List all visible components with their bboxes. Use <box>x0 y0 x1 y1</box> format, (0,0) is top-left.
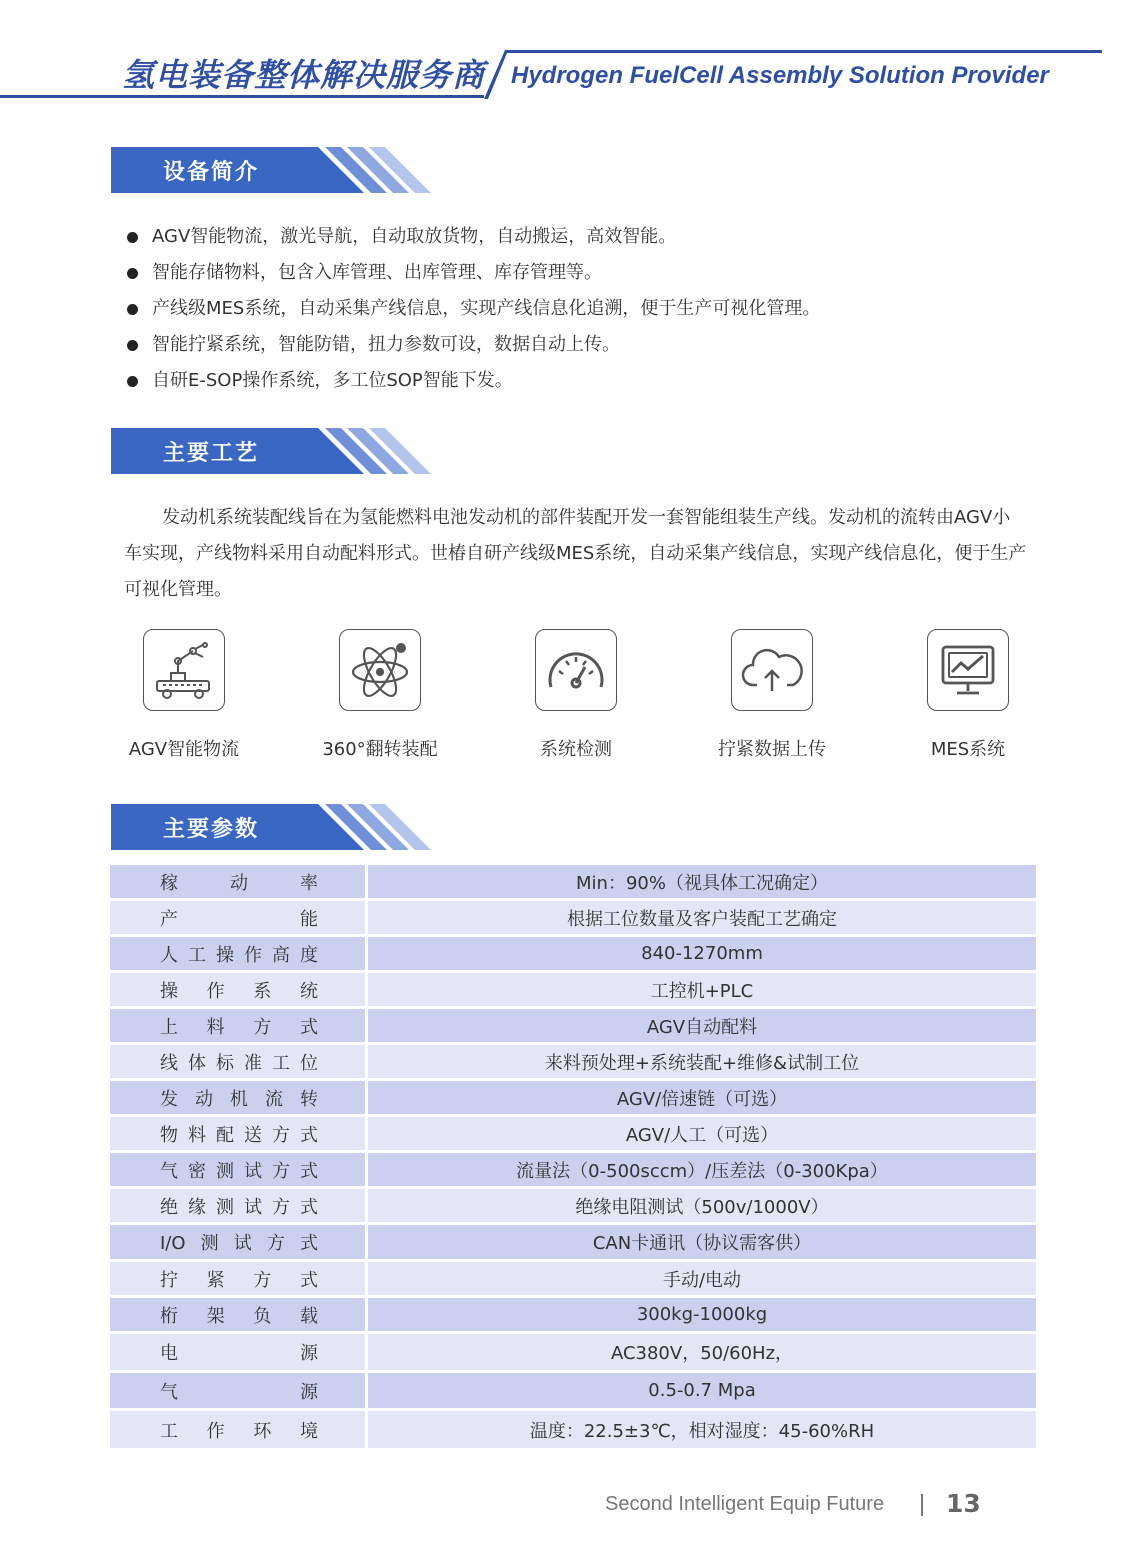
table-row <box>110 1298 1036 1334</box>
bullet-icon <box>127 340 138 351</box>
param-key: 桁架负载 <box>110 1298 368 1334</box>
list-item-text: 自研E-SOP操作系统，多工位SOP智能下发。 <box>152 370 513 391</box>
intro-bullet-list <box>127 222 820 402</box>
list-item-text: 智能存储物料，包含入库管理、出库管理、库存管理等。 <box>152 262 602 283</box>
section-heading-process <box>111 428 431 474</box>
list-item <box>127 222 820 258</box>
param-key: 稼动率 <box>110 865 368 901</box>
agv-robot-icon <box>143 629 225 711</box>
header-title-en: Hydrogen FuelCell Assembly Solution Provider <box>511 62 1049 89</box>
gauge-icon <box>535 629 617 711</box>
cloud-upload-icon <box>731 629 813 711</box>
list-item-text: AGV智能物流，激光导航，自动取放货物，自动搬运，高效智能。 <box>152 226 677 247</box>
feature-agv <box>106 629 262 761</box>
param-value: 流量法（0-500sccm）/压差法（0-300Kpa） <box>368 1153 1036 1189</box>
table-row <box>110 1045 1036 1081</box>
list-item <box>127 366 820 402</box>
table-row <box>110 1153 1036 1189</box>
param-key: 人工操作高度 <box>110 937 368 973</box>
section-title: 设备简介 <box>163 160 260 185</box>
section-heading-bar <box>111 804 431 850</box>
param-value: AGV/人工（可选） <box>368 1117 1036 1153</box>
param-value: 根据工位数量及客户装配工艺确定 <box>368 901 1036 937</box>
param-key: 上料方式 <box>110 1009 368 1045</box>
param-value: CAN卡通讯（协议需客供） <box>368 1225 1036 1262</box>
section-heading-params <box>111 804 431 850</box>
param-value: 0.5-0.7 Mpa <box>368 1373 1036 1411</box>
monitor-chart-icon <box>927 629 1009 711</box>
param-key: 绝缘测试方式 <box>110 1189 368 1225</box>
feature-icon-row <box>106 629 1046 769</box>
param-value: 300kg-1000kg <box>368 1298 1036 1334</box>
param-key: 气源 <box>110 1373 368 1411</box>
param-value: Min：90%（视具体工况确定） <box>368 865 1036 901</box>
table-row <box>110 1117 1036 1153</box>
param-value: 840-1270mm <box>368 937 1036 973</box>
feature-system-test <box>498 629 654 761</box>
table-row <box>110 1081 1036 1117</box>
section-title: 主要工艺 <box>163 441 260 466</box>
table-row <box>110 901 1036 937</box>
page-number: 13 <box>946 1489 981 1518</box>
feature-label: MES系统 <box>930 739 1006 760</box>
list-item <box>127 258 820 294</box>
feature-data-upload <box>694 629 850 761</box>
footer-separator <box>921 1494 923 1516</box>
table-row <box>110 1189 1036 1225</box>
feature-label: 360°翻转装配 <box>322 739 438 760</box>
feature-label: AGV智能物流 <box>128 739 240 760</box>
table-row <box>110 1262 1036 1298</box>
list-item <box>127 294 820 330</box>
table-row <box>110 1411 1036 1451</box>
param-key: 发动机流转 <box>110 1081 368 1117</box>
section-heading-bar <box>111 428 431 474</box>
table-row <box>110 1009 1036 1045</box>
param-value: 绝缘电阻测试（500v/1000V） <box>368 1189 1036 1225</box>
param-value: 来料预处理+系统装配+维修&试制工位 <box>368 1045 1036 1081</box>
param-value: AGV/倍速链（可选） <box>368 1081 1036 1117</box>
bullet-icon <box>127 268 138 279</box>
param-key: I/O测试方式 <box>110 1225 368 1262</box>
table-row <box>110 865 1036 901</box>
feature-label: 系统检测 <box>540 739 612 760</box>
param-value: 温度：22.5±3℃，相对湿度：45-60%RH <box>368 1411 1036 1451</box>
param-key: 拧紧方式 <box>110 1262 368 1298</box>
param-value: 手动/电动 <box>368 1262 1036 1298</box>
param-key: 操作系统 <box>110 973 368 1009</box>
param-value: AC380V，50/60Hz， <box>368 1334 1036 1373</box>
atom-icon <box>339 629 421 711</box>
param-key: 产能 <box>110 901 368 937</box>
param-key: 电源 <box>110 1334 368 1373</box>
bullet-icon <box>127 232 138 243</box>
parameter-table <box>110 865 1036 1451</box>
table-row <box>110 973 1036 1009</box>
param-value: AGV自动配料 <box>368 1009 1036 1045</box>
header-title-cn: 氢电装备整体解决服务商 <box>122 56 486 94</box>
param-key: 线体标准工位 <box>110 1045 368 1081</box>
table-row <box>110 1373 1036 1411</box>
feature-label: 拧紧数据上传 <box>718 739 826 760</box>
param-key: 气密测试方式 <box>110 1153 368 1189</box>
table-row <box>110 1334 1036 1373</box>
feature-flip-assembly <box>302 629 458 761</box>
footer-slogan: Second Intelligent Equip Future <box>605 1493 885 1515</box>
param-key: 物料配送方式 <box>110 1117 368 1153</box>
param-value: 工控机+PLC <box>368 973 1036 1009</box>
table-row <box>110 1225 1036 1262</box>
section-heading-intro <box>111 147 431 193</box>
feature-mes <box>890 629 1046 761</box>
list-item-text: 智能拧紧系统，智能防错，扭力参数可设，数据自动上传。 <box>152 334 620 355</box>
list-item-text: 产线级MES系统，自动采集产线信息，实现产线信息化追溯，便于生产可视化管理。 <box>152 298 821 319</box>
bullet-icon <box>127 376 138 387</box>
bullet-icon <box>127 304 138 315</box>
section-heading-bar <box>111 147 431 193</box>
table-row <box>110 937 1036 973</box>
list-item <box>127 330 820 366</box>
process-description: 发动机系统装配线旨在为氢能燃料电池发动机的部件装配开发一套智能组装生产线。发动机的流转由AGV小车实现，产线物料采用自动配料形式。世椿自研产线级MES系统，自动采集产线信息，实现产线信息化，便于生产可视化管理。 <box>124 507 1027 600</box>
param-key: 工作环境 <box>110 1411 368 1451</box>
section-title: 主要参数 <box>163 817 260 842</box>
